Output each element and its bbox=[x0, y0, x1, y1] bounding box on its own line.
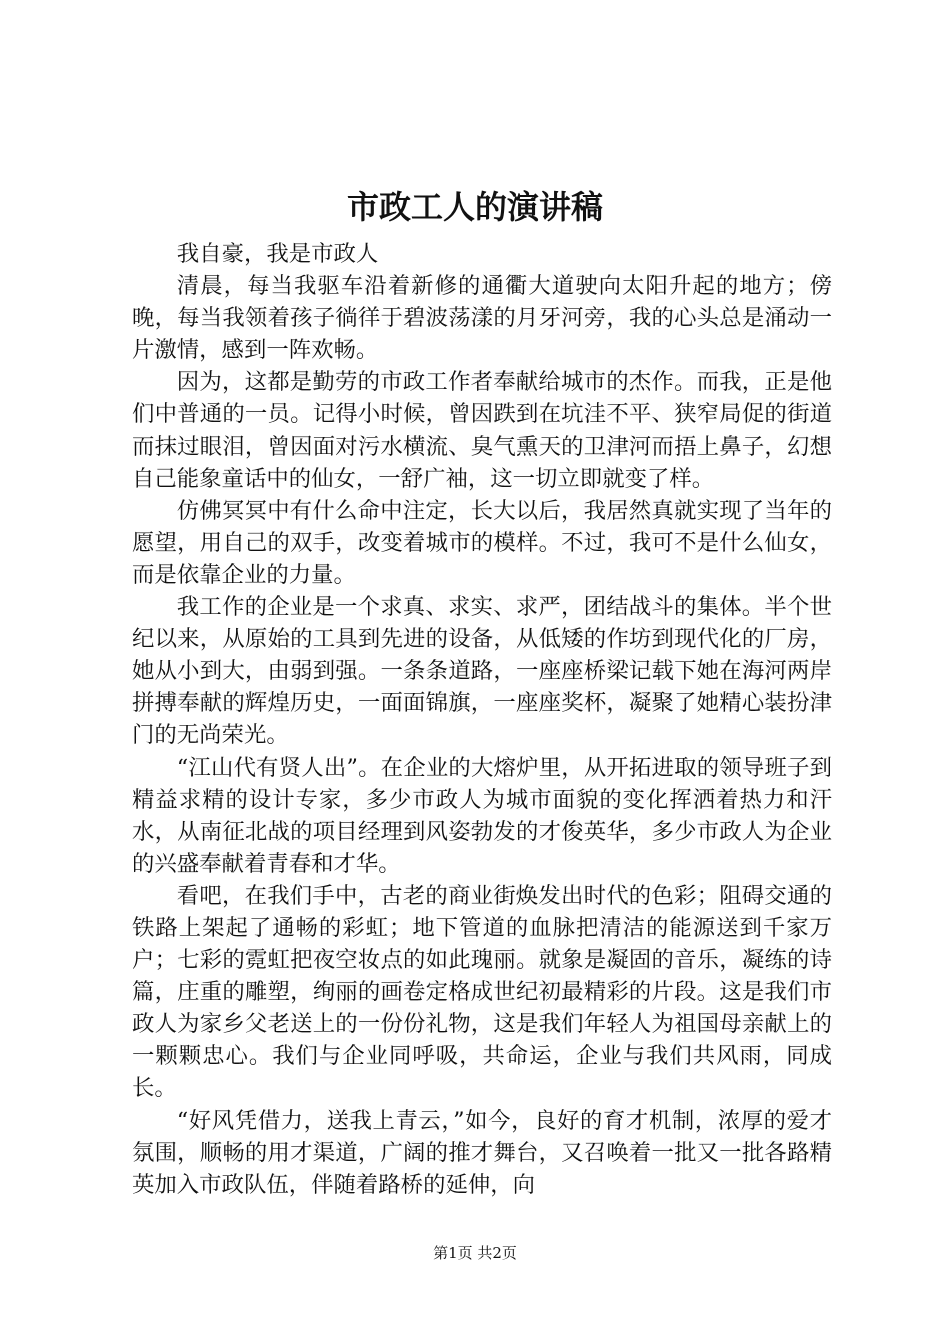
document-title: 市政工人的演讲稿 bbox=[346, 188, 603, 226]
document-body bbox=[132, 238, 832, 1201]
paragraph: 看吧，在我们手中，古老的商业街焕发出时代的色彩；阻碍交通的铁路上架起了通畅的彩虹；地下管道的血脉把清洁的能源送到千家万户；七彩的霓虹把夜空妆点的如此瑰丽。就象是凝固的音乐，凝练的诗篇，庄重的雕塑，绚丽的画卷定格成世纪初最精彩的片段。这是我们市政人为家乡父老送上的一份份礼物，这是我们年轻人为祖国母亲献上的一颗颗忠心。我们与企业同呼吸，共命运，企业与我们共风雨，同成长。 bbox=[132, 882, 832, 1102]
paragraph: 仿佛冥冥中有什么命中注定，长大以后，我居然真就实现了当年的愿望，用自己的双手，改变着城市的模样。不过，我可不是什么仙女，而是依靠企业的力量。 bbox=[132, 497, 832, 588]
paragraph: 因为，这都是勤劳的市政工作者奉献给城市的杰作。而我，正是他们中普通的一员。记得小时候，曾因跌到在坑洼不平、狭窄局促的街道而抹过眼泪，曾因面对污水横流、臭气熏天的卫津河而捂上鼻子，幻想自己能象童话中的仙女，一舒广袖，这一切立即就变了样。 bbox=[132, 369, 832, 492]
paragraph: 我自豪，我是市政人 bbox=[176, 241, 379, 267]
paragraph: “江山代有贤人出”。在企业的大熔炉里，从开拓进取的领导班子到精益求精的设计专家，多少市政人为城市面貌的变化挥洒着热力和汗水，从南征北战的项目经理到风姿勃发的才俊英华，多少市政人为企业的兴盛奉献着青春和才华。 bbox=[132, 754, 832, 877]
paragraph: 我工作的企业是一个求真、求实、求严，团结战斗的集体。半个世纪以来，从原始的工具到先进的设备，从低矮的作坊到现代化的厂房，她从小到大，由弱到强。一条条道路，一座座桥梁记载下她在海河两岸拼搏奉献的辉煌历史，一面面锦旗，一座座奖杯，凝聚了她精心装扮津门的无尚荣光。 bbox=[132, 594, 832, 749]
paragraph: “好风凭借力，送我上青云，”如今，良好的育才机制，浓厚的爱才氛围，顺畅的用才渠道，广阔的推才舞台，又召唤着一批又一批各路精英加入市政队伍，伴随着路桥的延伸，向 bbox=[132, 1107, 832, 1198]
page-footer: 第1页 共2页 bbox=[433, 1244, 517, 1262]
paragraph: 清晨，每当我驱车沿着新修的通衢大道驶向太阳升起的地方；傍晚，每当我领着孩子徜徉于碧波荡漾的月牙河旁，我的心头总是涌动一片激情，感到一阵欢畅。 bbox=[132, 273, 832, 364]
